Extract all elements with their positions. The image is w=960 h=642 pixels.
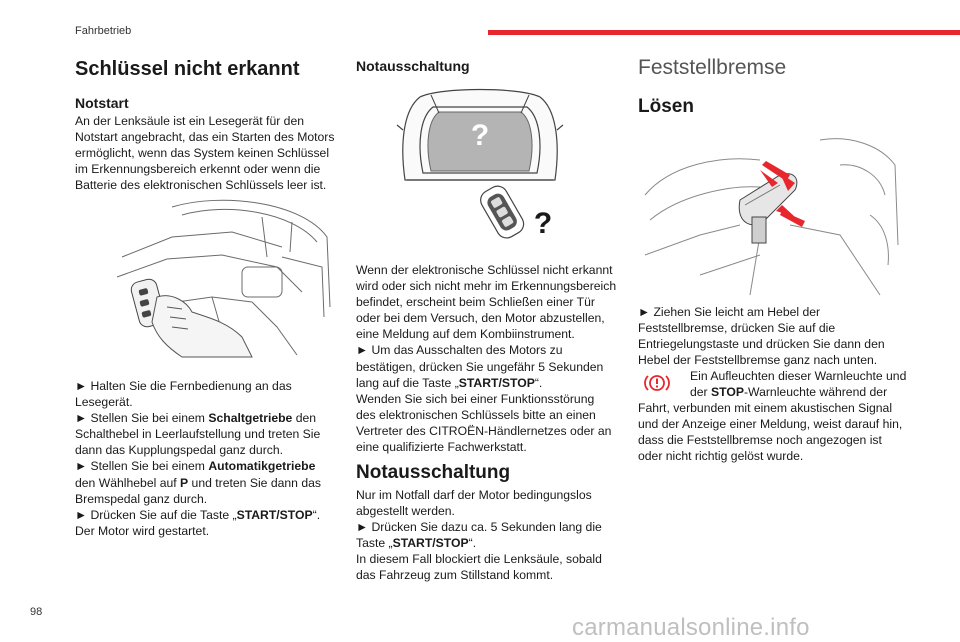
emergency-stop-paragraph: Wenn der elektronische Schlüssel nicht erkannt wird oder sich nicht mehr im Erkennungsbereich befindet, erscheint beim Schließen einer Tür oder bei dem Versuch, den Motor abzustellen, eine Meldung auf dem Kombiinstrument. ► Um das Ausschalten des Motors zu bestätigen, drücken Sie ungefähr 5 Sekunden lang auf die Taste „START/STOP“. Wenden Sie sich bei einer Funktionsstörung des elektronischen Schlüssels bitte an einen Vertreter des CITROËN-Händlernetzes oder an eine qualifizierte Fachwerkstatt. (356, 263, 617, 455)
steering-column-reader-illustration (112, 197, 334, 360)
car-top-view-key-illustration (395, 85, 565, 245)
page-number: 98 (30, 606, 43, 618)
warning-text-indented: Ein Aufleuchten dieser Warnleuchte und der STOP-Warnleuchte während der (690, 369, 907, 400)
subsection-title-emergency-stop: Notausschaltung (356, 58, 470, 74)
release-instructions: ► Ziehen Sie leicht am Hebel der Feststellbremse, drücken Sie auf die Entriegelungstaste und drücken Sie dann den Hebel der Feststellbremse ganz nach unten. (638, 305, 885, 368)
watermark: carmanualsonline.info (572, 614, 810, 641)
section-title-emergency-stop: Notausschaltung (356, 462, 511, 483)
section-title-key-not-detected: Schlüssel nicht erkannt (75, 58, 300, 80)
brake-warning-icon (644, 373, 670, 393)
car-question-mark: ? (470, 119, 490, 152)
key-question-mark: ? (533, 207, 553, 240)
subsection-title-emergency-start: Notstart (75, 95, 129, 111)
section-title-parking-brake: Feststellbremse (638, 56, 787, 79)
warning-text: Fahrt, verbunden mit einem akustischen Signal und der Anzeige einer Meldung, weist darauf hin, dass die Feststellbremse noch angezogen ist oder nicht richtig gelöst wurde. (638, 401, 903, 464)
emergency-stop-paragraph-2: Nur im Notfall darf der Motor bedingungslos abgestellt werden. ► Drücken Sie dazu ca. 5 Sekunden lang die Taste „START/STOP“. In diesem Fall blockiert die Lenksäule, sobald das Fahrzeug zum Stillstand kommt. (356, 488, 602, 583)
parking-brake-lever-illustration (640, 125, 902, 298)
header-accent-bar (488, 30, 960, 35)
emergency-start-steps: ► Halten Sie die Fernbedienung an das Lesegerät. ► Stellen Sie bei einem Schaltgetriebe den Schalthebel in Leerlaufstellung und treten Sie dann das Kupplungspedal ganz durch. ► Stellen Sie bei einem Automatikgetriebe den Wählhebel auf P und treten Sie dann das Bremspedal ganz durch. ► Drücken Sie auf die Taste „START/STOP“. Der Motor wird gestartet. (75, 379, 321, 538)
subsection-title-release: Lösen (638, 96, 694, 117)
running-header: Fahrbetrieb (75, 25, 132, 37)
emergency-start-intro: An der Lenksäule ist ein Lesegerät für den Notstart angebracht, das ein Starten des Motors ermöglicht, wenn das System keinen Schlüssel im Erkennungsbereich erkennt oder wenn die Batterie des elektronischen Schlüssels leer ist. (75, 114, 335, 193)
